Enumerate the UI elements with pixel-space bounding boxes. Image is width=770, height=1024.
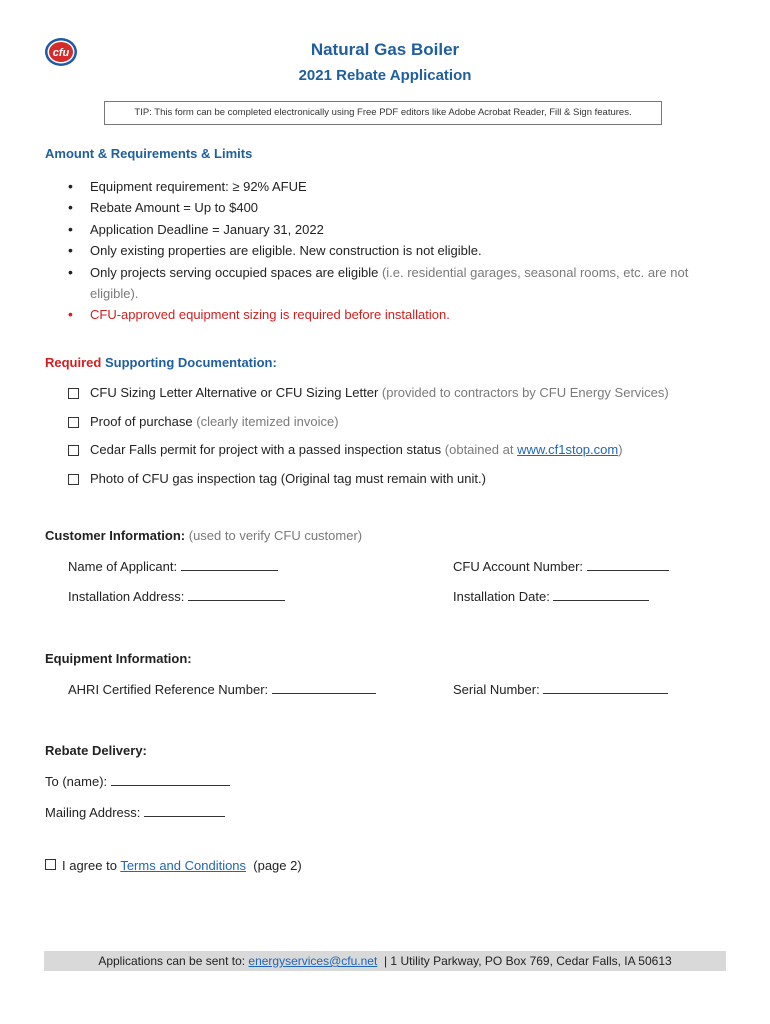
checkbox[interactable] (68, 445, 79, 456)
to-name-label: To (name): (45, 774, 108, 789)
logo-text: cfu (52, 47, 70, 59)
ahri-field (68, 682, 376, 697)
customer-heading (45, 528, 362, 543)
list-item (68, 262, 728, 305)
applicant-name-input[interactable] (181, 559, 278, 571)
checkbox[interactable] (68, 417, 79, 428)
to-name-field (45, 774, 230, 789)
list-item: • Rebate Amount = Up to $400 (68, 197, 728, 218)
list-item: • Only existing properties are eligible. New construction is not eligible. (68, 240, 728, 261)
customer-heading-note: (used to verify CFU customer) (185, 528, 363, 543)
customer-heading-text: Customer Information: (45, 528, 186, 543)
tip-box: TIP: This form can be completed electronically using Free PDF editors like Adobe Acrobat Reader, Fill & Sign features. (104, 101, 662, 125)
doc-item-text: CFU Sizing Letter Alternative or CFU Sizing Letter (90, 385, 379, 400)
agree-checkbox[interactable] (45, 859, 56, 870)
account-number-input[interactable] (587, 559, 669, 571)
installation-address-input[interactable] (188, 589, 285, 601)
serial-input[interactable] (543, 682, 668, 694)
doc-item-text: Cedar Falls permit for project with a passed inspection status (90, 442, 442, 458)
rebate-heading-text: Rebate Delivery: (45, 743, 147, 758)
mailing-address-input[interactable] (144, 805, 225, 817)
terms-link[interactable]: Terms and Conditions (120, 858, 247, 873)
doc-item-note-post: ) (618, 442, 623, 458)
checkbox[interactable] (68, 388, 79, 399)
to-name-input[interactable] (111, 774, 230, 786)
applicant-name-field (68, 559, 278, 574)
occupied-note: (i.e. residential garages, seasonal rooms, etc. are not eligible). (90, 264, 689, 302)
doc-item-note: (clearly itemized invoice) (192, 413, 339, 429)
agree-text: I agree to (62, 858, 121, 873)
checklist-item (68, 412, 728, 441)
footer-address: | 1 Utility Parkway, PO Box 769, Cedar Falls, IA 50613 (377, 954, 672, 968)
list-item: • Equipment requirement: ≥ 92% AFUE (68, 176, 728, 197)
agree-page-note: (page 2) (246, 858, 302, 873)
equipment-heading (45, 651, 192, 666)
list-item: • CFU-approved equipment sizing is required before installation. (68, 304, 728, 325)
cf1stop-link[interactable]: www.cf1stop.com (517, 442, 619, 458)
doc-item-text: Proof of purchase (90, 413, 193, 429)
footer-text: Applications can be sent to: (98, 954, 249, 968)
doc-item-note: (provided to contractors by CFU Energy Services) (378, 385, 669, 400)
page-subtitle: 2021 Rebate Application (298, 67, 472, 84)
occupied-text: Only projects serving occupied spaces are eligible (90, 264, 379, 280)
applicant-name-label: Name of Applicant: (68, 559, 178, 574)
requirements-list (68, 176, 728, 326)
terms-agreement (45, 858, 302, 873)
docs-heading-rest: Supporting Documentation: (101, 355, 277, 370)
mailing-address-field (45, 805, 225, 820)
footer-bar (44, 951, 726, 971)
page-title: Natural Gas Boiler (310, 40, 460, 59)
serial-field (453, 682, 668, 697)
docs-heading (45, 355, 277, 370)
checklist-item (68, 440, 728, 469)
account-number-field (453, 559, 669, 574)
equipment-heading-text: Equipment Information: (45, 651, 192, 666)
serial-label: Serial Number: (453, 682, 540, 697)
installation-date-label: Installation Date: (453, 589, 550, 604)
account-number-label: CFU Account Number: (453, 559, 584, 574)
ahri-input[interactable] (272, 682, 376, 694)
checklist-item (68, 469, 728, 498)
email-link[interactable]: energyservices@cfu.net (248, 954, 378, 968)
docs-checklist (68, 383, 728, 497)
list-item: • Application Deadline = January 31, 2022 (68, 219, 728, 240)
installation-date-field (453, 589, 649, 604)
rebate-heading (45, 743, 147, 758)
installation-date-input[interactable] (553, 589, 649, 601)
checklist-item (68, 383, 728, 412)
installation-address-label: Installation Address: (68, 589, 185, 604)
installation-address-field (68, 589, 285, 604)
doc-item-text: Photo of CFU gas inspection tag (Original tag must remain with unit.) (90, 470, 486, 486)
doc-item-note-pre: (obtained at (441, 442, 518, 458)
ahri-label: AHRI Certified Reference Number: (68, 682, 269, 697)
amount-heading: Amount & Requirements & Limits (45, 146, 253, 161)
checkbox[interactable] (68, 474, 79, 485)
mailing-address-label: Mailing Address: (45, 805, 141, 820)
required-word: Required (45, 355, 102, 370)
